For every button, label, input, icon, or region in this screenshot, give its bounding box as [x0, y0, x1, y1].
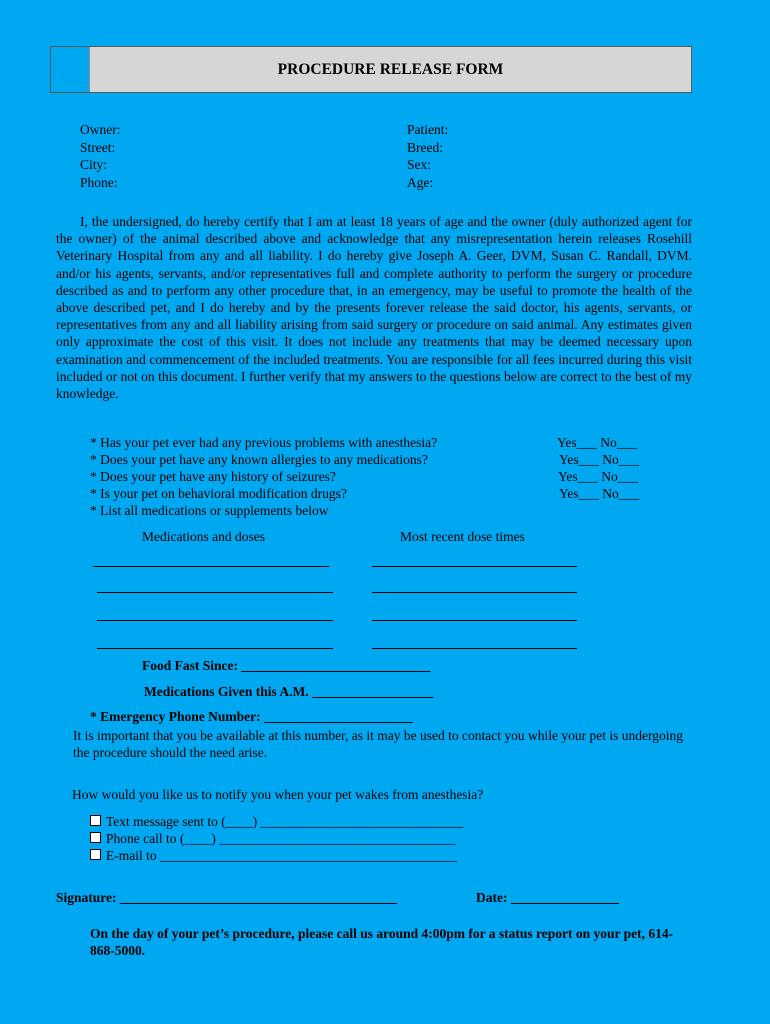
- medication-line-3[interactable]: [97, 620, 333, 621]
- notify-question: How would you like us to notify you when your pet wakes from anesthesia?: [72, 787, 484, 802]
- phone-field: Phone:: [80, 174, 118, 190]
- medication-line-1[interactable]: [93, 566, 329, 567]
- age-field: Age:: [407, 174, 434, 190]
- dose-time-line-4[interactable]: [372, 648, 577, 649]
- date-field[interactable]: Date: ________________: [476, 890, 619, 905]
- footer-note: On the day of your pet’s procedure, please call us around 4:00pm for a status report on your pet, 614-868-5000.: [90, 926, 674, 959]
- medications-given-field[interactable]: Medications Given this A.M. __________________: [144, 684, 434, 699]
- question-behavioral-drugs: * Is your pet on behavioral modification drugs?: [90, 486, 347, 501]
- answer-behavioral-drugs[interactable]: Yes___ No___: [559, 486, 640, 501]
- phone-checkbox[interactable]: [90, 832, 101, 843]
- question-anesthesia: * Has your pet ever had any previous problems with anesthesia?: [90, 435, 438, 450]
- text-option-label: Text message sent to (____) ______________________________: [106, 814, 464, 829]
- yes-no-answers: [557, 434, 639, 502]
- dose-time-line-1[interactable]: [372, 566, 577, 567]
- dose-time-line-2[interactable]: [372, 592, 577, 593]
- dose-time-line-3[interactable]: [372, 620, 577, 621]
- signature-field[interactable]: Signature: _________________________________________: [56, 890, 397, 905]
- release-paragraph: [56, 213, 692, 402]
- email-option-label: E-mail to ____________________________________________: [106, 848, 457, 863]
- notify-email-option[interactable]: [90, 847, 463, 864]
- patient-info: [407, 121, 448, 191]
- question-list: [90, 434, 550, 519]
- street-field: Street:: [80, 139, 116, 155]
- question-seizures: * Does your pet have any history of seizures?: [90, 469, 336, 484]
- medication-line-2[interactable]: [97, 592, 333, 593]
- medication-line-4[interactable]: [97, 648, 333, 649]
- release-text: I, the undersigned, do hereby certify that I am at least 18 years of age and the owner (duly authorized agent for the owner) of the animal described above and acknowledge that any misrepresentation herein releases Rosehill Veterinary Hospital from any and all liability. I do hereby give Joseph A. Geer, DVM, Susan C. Randall, DVM. and/or his agents, servants, and/or representatives full and complete authority to perform the surgery or procedure described as and to perform any other procedure that, in an emergency, may be useful to promote the health of the above described pet, and I do hereby and by the presents forever release the said doctor, his agents, servants, or representatives from any and all liability arising from said surgery or procedure on said animal. Any estimates given only approximate the cost of this visit. It does not include any treatments that may be deemed necessary upon examination and commencement of the included treatments. You are responsible for all fees incurred during this visit included or not on this document. I further verify that my answers to the questions below are correct to the best of my knowledge.: [56, 214, 692, 402]
- answer-anesthesia[interactable]: Yes___ No___: [557, 435, 638, 450]
- notify-text-option[interactable]: [90, 813, 463, 830]
- title-box: [50, 46, 692, 93]
- notify-options: [90, 813, 463, 864]
- owner-info: [80, 121, 121, 191]
- emergency-phone-field[interactable]: * Emergency Phone Number: ______________________: [90, 709, 413, 724]
- email-checkbox[interactable]: [90, 849, 101, 860]
- answer-seizures[interactable]: Yes___ No___: [558, 469, 639, 484]
- breed-field: Breed:: [407, 139, 443, 155]
- city-field: City:: [80, 157, 108, 172]
- dose-times-header: Most recent dose times: [400, 529, 525, 544]
- emergency-note: It is important that you be available at this number, as it may be used to contact you while your pet is undergoing the procedure should the need arise.: [73, 728, 683, 761]
- food-fast-field[interactable]: Food Fast Since: ____________________________: [142, 658, 431, 673]
- owner-field: Owner:: [80, 122, 121, 137]
- question-medications: * List all medications or supplements below: [90, 503, 329, 518]
- sex-field: Sex:: [407, 157, 432, 172]
- patient-field: Patient:: [407, 122, 449, 137]
- medications-header: Medications and doses: [142, 529, 265, 544]
- answer-allergies[interactable]: Yes___ No___: [559, 452, 640, 467]
- phone-option-label: Phone call to (____) ___________________________________: [106, 831, 456, 846]
- form-title: PROCEDURE RELEASE FORM: [89, 47, 691, 92]
- question-allergies: * Does your pet have any known allergies to any medications?: [90, 452, 428, 467]
- notify-phone-option[interactable]: [90, 830, 463, 847]
- text-checkbox[interactable]: [90, 815, 101, 826]
